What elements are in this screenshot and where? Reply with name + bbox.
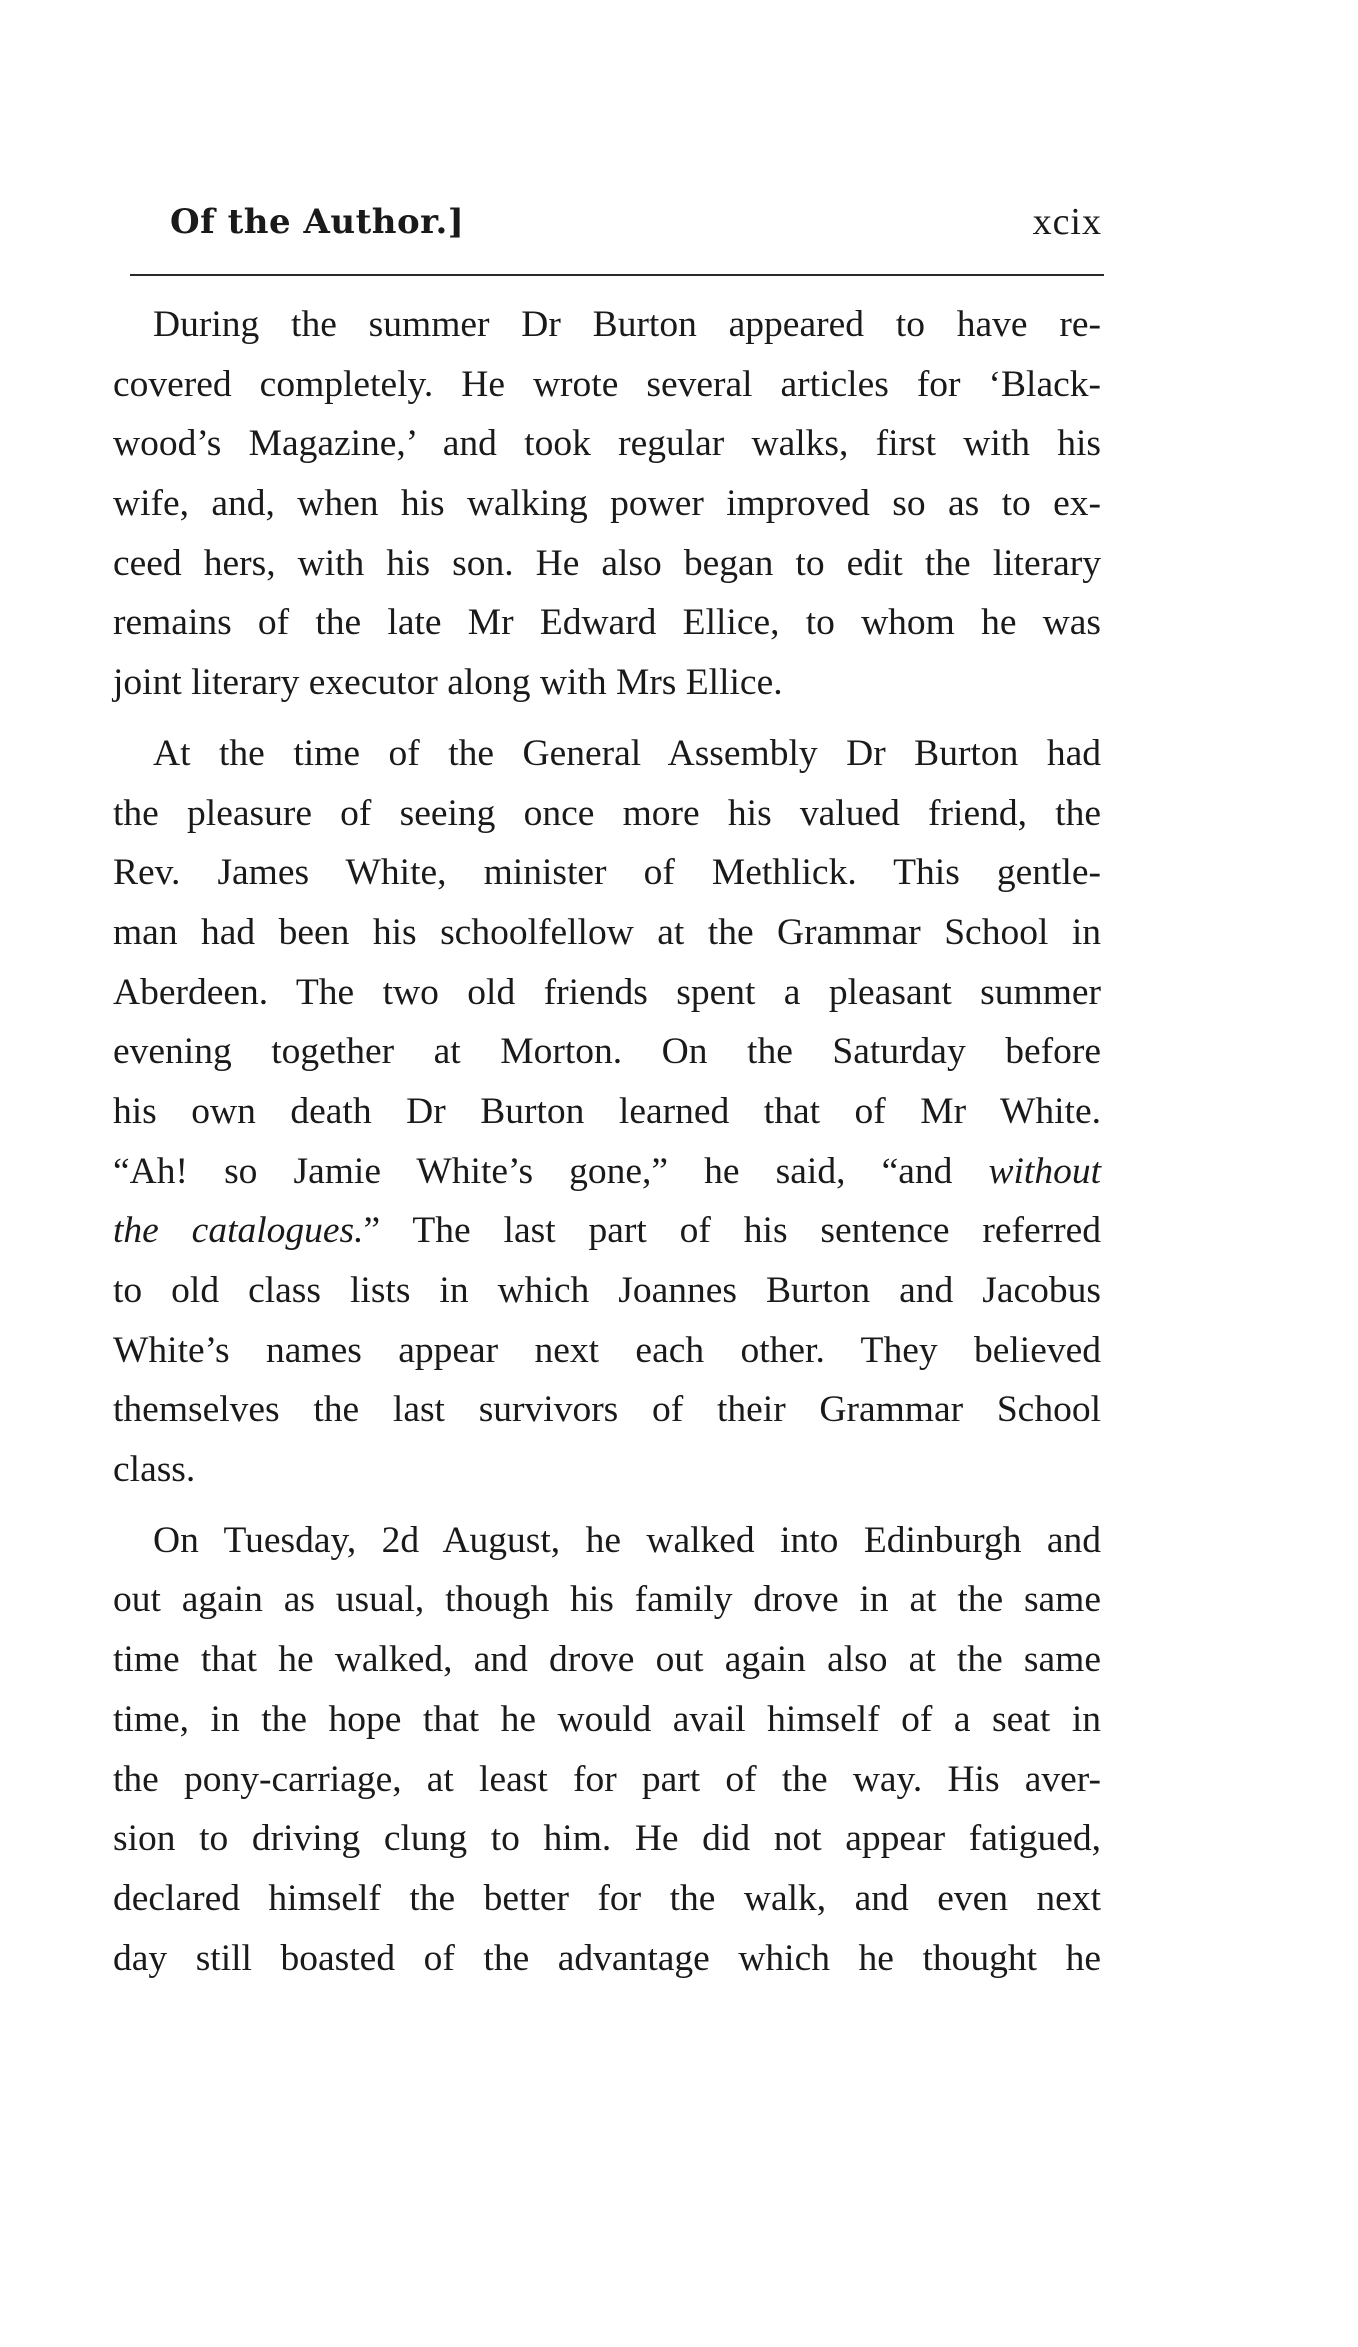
text-fragment: The last part of his sentence referred [412, 1210, 1101, 1252]
text-line: time, in the hope that he would avail himself of a seat in [113, 1698, 1101, 1740]
text-line: themselves the last survivors of their Grammar School [113, 1389, 1101, 1431]
text-line: Aberdeen. The two old friends spent a pleasant summer [113, 971, 1101, 1013]
text-line: Rev. James White, minister of Methlick. This gentle- [113, 852, 1101, 894]
text-line: class. [113, 1449, 196, 1491]
running-header [170, 196, 1102, 248]
text-line: to old class lists in which Joannes Burton and Jacobus [113, 1270, 1101, 1311]
text-line: wife, and, when his walking power improved so as to ex- [113, 483, 1101, 525]
paragraph-2 [113, 724, 1101, 1500]
text-line: On Tuesday, 2d August, he walked into Edinburgh and [153, 1519, 1101, 1561]
text-line: covered completely. He wrote several articles for ‘Black- [113, 363, 1101, 405]
running-title: Of the Author.] [170, 202, 465, 242]
text-line-with-italic [113, 1142, 1101, 1202]
text-line-with-italic [113, 1201, 1101, 1261]
italic-text: the catalogues. [113, 1210, 364, 1252]
page-number: xcix [1032, 201, 1102, 243]
text-line: evening together at Morton. On the Saturday before [113, 1031, 1101, 1073]
text-line: White’s names appear next each other. They believed [113, 1329, 1101, 1371]
italic-text: without [988, 1150, 1101, 1192]
body-text [113, 295, 1101, 1988]
text-line: time that he walked, and drove out again also at the same [113, 1639, 1101, 1681]
header-rule [130, 274, 1104, 276]
text-line: man had been his schoolfellow at the Grammar School in [113, 911, 1101, 953]
text-line: During the summer Dr Burton appeared to have re- [153, 304, 1101, 345]
text-fragment: “Ah! so Jamie White’s gone,” he said, “and [113, 1150, 953, 1192]
text-line: the pony-carriage, at least for part of the way. His aver- [113, 1758, 1101, 1800]
text-line: sion to driving clung to him. He did not appear fatigued, [113, 1818, 1101, 1860]
text-line: ceed hers, with his son. He also began to edit the literary [113, 542, 1101, 584]
text-line: At the time of the General Assembly Dr Burton had [153, 732, 1101, 774]
closing-quote: ” [363, 1210, 381, 1252]
text-line: remains of the late Mr Edward Ellice, to whom he was [113, 602, 1101, 644]
paragraph-3 [113, 1511, 1101, 1989]
text-line: the pleasure of seeing once more his valued friend, the [113, 792, 1101, 834]
paragraph-1 [113, 295, 1101, 713]
text-line: out again as usual, though his family drove in at the same [113, 1579, 1101, 1621]
text-line: his own death Dr Burton learned that of Mr White. [113, 1090, 1101, 1132]
text-line: declared himself the better for the walk, and even next [113, 1877, 1101, 1919]
text-line: wood’s Magazine,’ and took regular walks, first with his [113, 423, 1101, 465]
text-line: joint literary executor along with Mrs Ellice. [113, 662, 783, 704]
text-line: day still boasted of the advantage which he thought he [113, 1937, 1101, 1979]
